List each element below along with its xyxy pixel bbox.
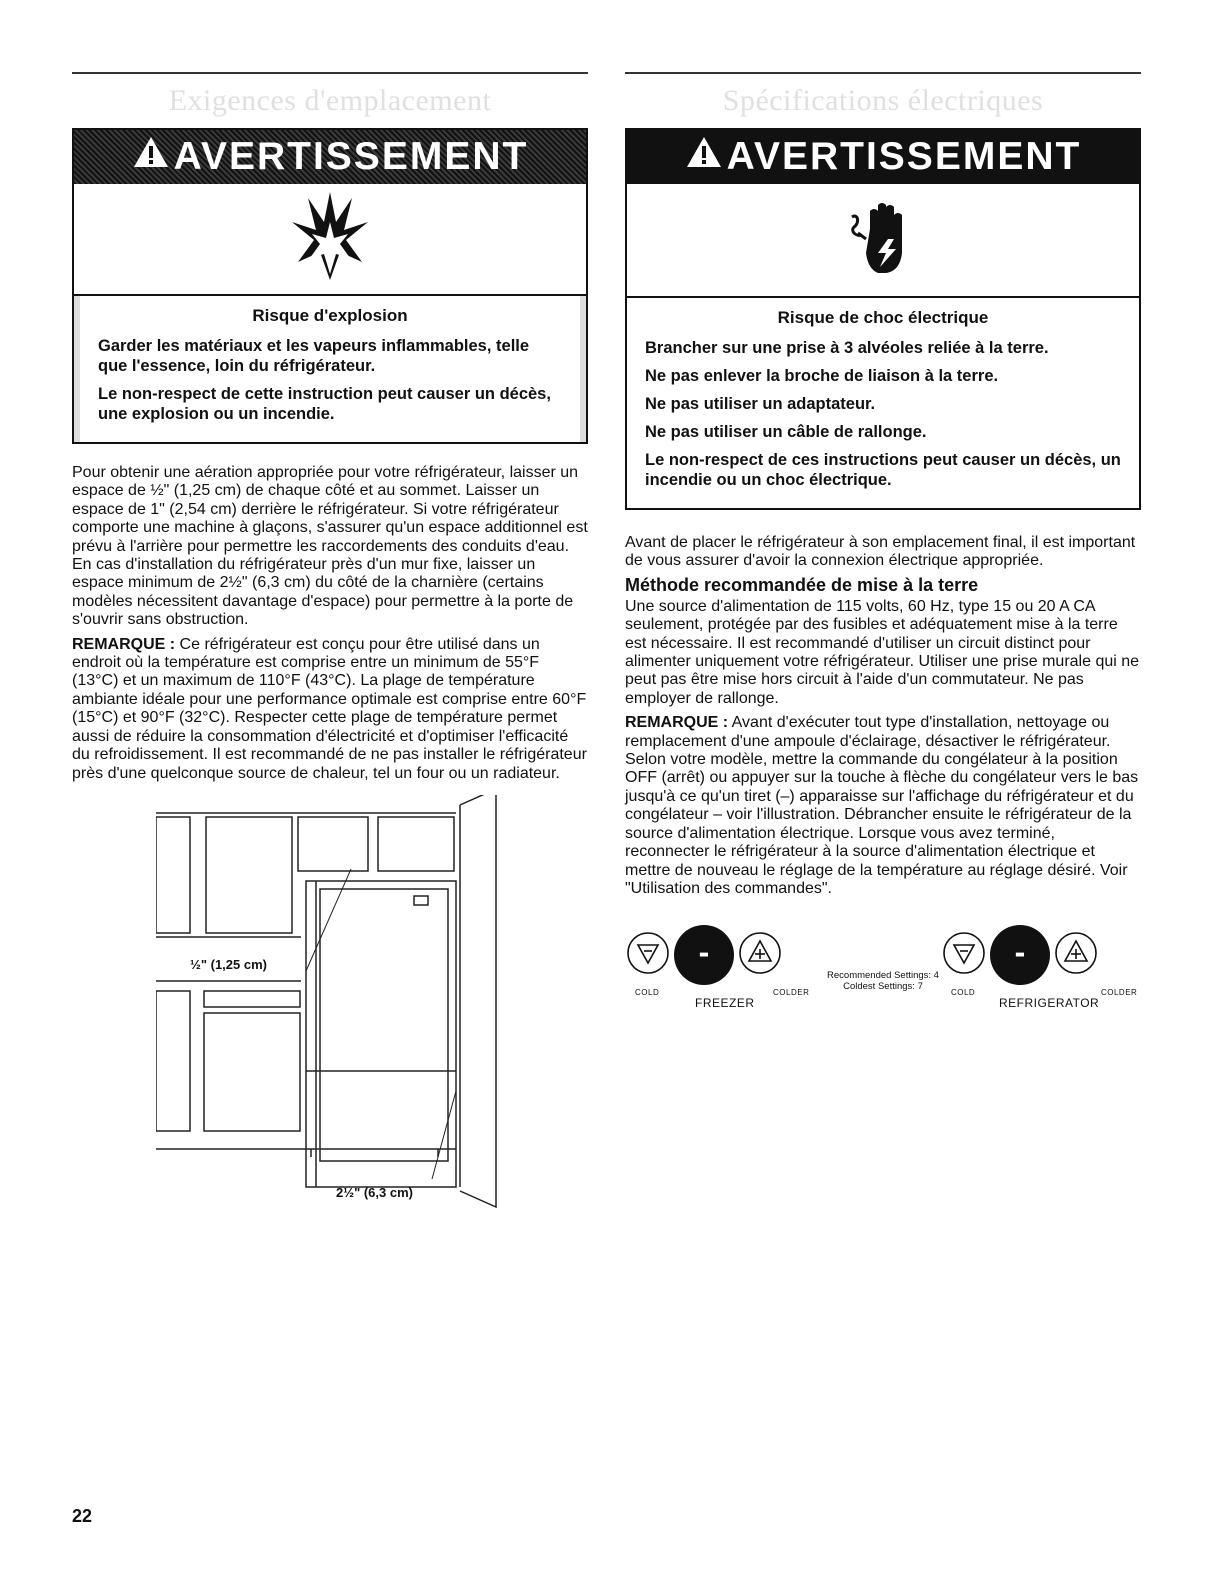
warning-icon-area (627, 184, 1139, 298)
section-title-location: Exigences d'emplacement (168, 84, 492, 117)
colder-label: COLDER (773, 988, 810, 998)
warning-box-electric (625, 128, 1141, 510)
freezer-control (625, 924, 825, 1016)
colder-label: COLDER (1100, 988, 1138, 998)
remark-paragraph (625, 714, 1141, 898)
electric-shock-icon (848, 193, 918, 288)
refrigerator-display: - (989, 924, 1051, 986)
warning-line: Ne pas utiliser un adaptateur. (645, 395, 876, 413)
cold-label: COLD (950, 988, 976, 998)
remark-text: Avant d'exécuter tout type d'installation, nettoyage ou remplacement d'une ampoule d'éclairage, désactiver le réfrigérateur. Selon votre modèle, mettre la commande du congélateur à la position OFF (arrêt) ou appuyer sur la touche à flèche du congélateur vers le bas jusqu'à ce qu'un tiret (–) apparaisse sur l'affichage du réfrigérateur et du congélateur – voir l'illustration. Débrancher ensuite le réfrigérateur de la source d'alimentation électrique. Lorsque vous avez terminé, reconnecter le réfrigérateur à la source d'alimentation électrique et mettre de nouveau le réglage de la température au réglage désiré. Voir "Utilisation des commandes". (625, 714, 1139, 897)
warning-triangle-icon (132, 129, 170, 185)
warning-text-area (627, 298, 1139, 508)
warning-line: Brancher sur une prise à 3 alvéoles reliée à la terre. (645, 339, 1049, 357)
recommended-settings: Recommended Settings: 4 (827, 970, 939, 982)
warning-line: Le non-respect de ces instructions peut causer un décès, un incendie ou un choc électrique. (645, 451, 1121, 489)
warning-box-explosion (72, 128, 588, 444)
explosion-icon (290, 192, 370, 287)
colder-up-arrow-button[interactable] (737, 930, 783, 981)
remark-label: REMARQUE : (72, 635, 176, 653)
right-column (625, 72, 1141, 1016)
warning-triangle-icon (685, 129, 723, 185)
cold-label: COLD (635, 988, 660, 998)
warning-title: Risque d'explosion (252, 306, 408, 325)
refrigerator-control (941, 924, 1141, 1016)
coldest-settings: Coldest Settings: 7 (843, 981, 923, 993)
page-number: 22 (72, 1506, 93, 1526)
warning-header (74, 130, 586, 184)
warning-line: Ne pas enlever la broche de liaison à la terre. (645, 367, 999, 385)
remark-paragraph (72, 636, 588, 783)
settings-note (827, 970, 939, 992)
warning-icon-area (74, 184, 586, 296)
section-title-electrical: Spécifications électriques (722, 84, 1044, 117)
cold-down-arrow-button[interactable] (941, 930, 987, 981)
warning-line: Le non-respect de cette instruction peut causer un décès, une explosion ou un incendie. (98, 385, 551, 423)
clearance-label-bottom: 2½" (6,3 cm) (336, 1184, 413, 1200)
control-panel (625, 924, 1141, 1016)
colder-up-arrow-button[interactable] (1053, 930, 1099, 981)
freezer-label: FREEZER (695, 996, 755, 1011)
grounding-paragraph: Une source d'alimentation de 115 volts, 60 Hz, type 15 ou 20 A CA seulement, protégée par des fusibles et adéquatement mise à la terre est nécessaire. Il est recommandé d'utiliser un circuit distinct pour alimenter uniquement votre réfrigérateur. Utiliser une prise murale qui ne peut pas être mise hors circuit à l'aide d'un commutateur. Ne pas employer de rallonge. (625, 597, 1140, 707)
connection-paragraph: Avant de placer le réfrigérateur à son emplacement final, il est important de vous assurer d'avoir la connexion électrique appropriée. (625, 534, 1136, 570)
clearance-diagram (156, 795, 596, 1225)
ventilation-paragraph: Pour obtenir une aération appropriée pour votre réfrigérateur, laisser un espace de ½" (1,25 cm) de chaque côté et au sommet. Laisser un espace de 1" (2,54 cm) derrière le réfrigérateur. Si votre réfrigérateur comporte une machine à glaçons, s'assurer qu'un espace additionnel est prévu à l'arrière pour permettre les raccordements des conduits d'eau. En cas d'installation du réfrigérateur près d'un mur fixe, laisser un espace minimum de 2½" (6,3 cm) du côté de la charnière (certains modèles nécessitent davantage d'espace) pour permettre à la porte de s'ouvrir sans obstruction. (72, 464, 588, 629)
warning-line: Ne pas utiliser un câble de rallonge. (645, 423, 927, 441)
left-column (72, 72, 588, 1225)
grounding-subheading: Méthode recommandée de mise à la terre (625, 574, 979, 595)
clearance-label-top: ½" (1,25 cm) (190, 956, 267, 972)
remark-label: REMARQUE : (625, 714, 729, 732)
freezer-display: - (673, 924, 735, 986)
refrigerator-label: REFRIGERATOR (998, 996, 1100, 1011)
warning-header-text: AVERTISSEMENT (173, 135, 529, 178)
warning-text-area (74, 296, 586, 442)
warning-header (627, 130, 1139, 184)
warning-title: Risque de choc électrique (777, 308, 989, 327)
section-rule (625, 72, 1141, 74)
section-rule (72, 72, 588, 74)
cold-down-arrow-button[interactable] (625, 930, 671, 981)
warning-line: Garder les matériaux et les vapeurs inflammables, telle que l'essence, loin du réfrigérateur. (98, 337, 530, 375)
remark-text: Ce réfrigérateur est conçu pour être utilisé dans un endroit où la température est comprise entre un minimum de 55°F (13°C) et un maximum de 110°F (43°C). La plage de température ambiante idéale pour une performance optimale est comprise entre 60°F (15°C) et 90°F (32°C). Respecter cette plage de température permet aussi de réduire la consommation d'électricité et d'optimiser l'efficacité du refroidissement. Il est recommandé de ne pas installer le réfrigérateur près d'une quelconque source de chaleur, tel un four ou un radiateur. (72, 635, 587, 782)
warning-header-text: AVERTISSEMENT (726, 135, 1082, 178)
